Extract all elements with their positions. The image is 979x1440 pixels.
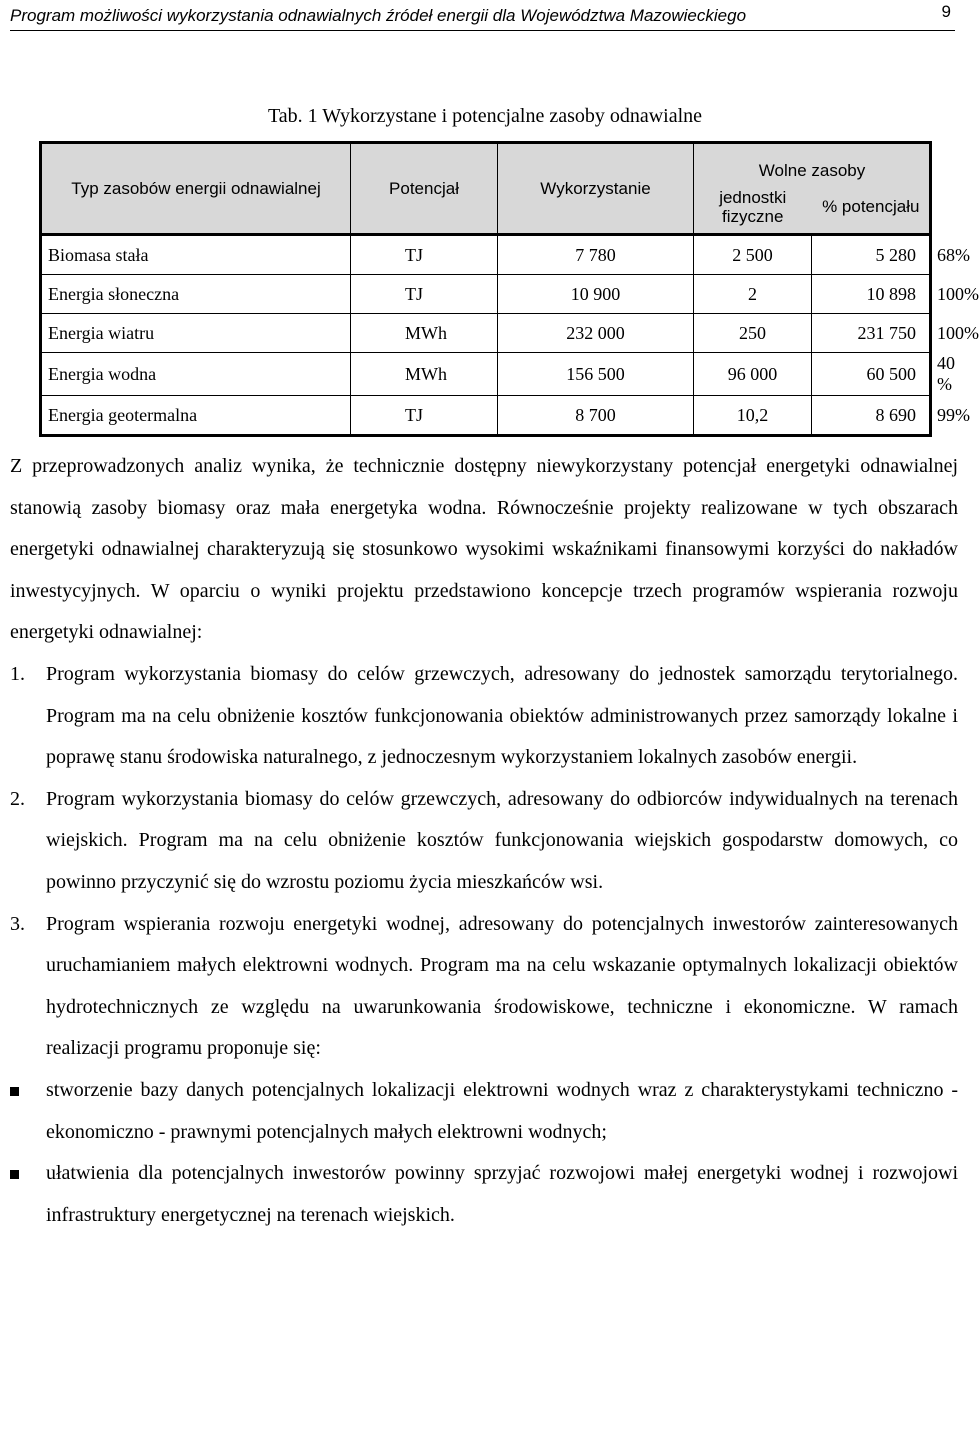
cell-unit: MWh [351, 314, 498, 353]
cell-type: Energia słoneczna [41, 275, 351, 314]
cell-used: 96 000 [694, 353, 812, 396]
cell-used: 2 500 [694, 235, 812, 275]
page-header [10, 0, 955, 31]
program-item [10, 904, 958, 1070]
table-body [41, 235, 979, 436]
header-free-physical: jednostki fizyczne [694, 180, 812, 235]
bullet-marker [10, 1153, 46, 1236]
bullet-marker [10, 1070, 46, 1153]
cell-unit: TJ [351, 396, 498, 436]
program-number: 2. [10, 787, 25, 810]
program-text: Program wykorzystania biomasy do celów grzewczych, adresowany do odbiorców indywidualnych na terenach wiejskich. Program ma na celu obniżenie kosztów funkcjonowania wiejskich gospodarstw domowych, co powinno przyczynić się do wzrostu poziomu życia mieszkańców wsi. [46, 787, 958, 893]
table-row: Biomasa stała TJ 7 780 2 500 5 280 68% [41, 235, 931, 275]
running-title: Program możliwości wykorzystania odnawialnych źródeł energii dla Województwa Mazowieckiego [10, 6, 747, 25]
program-text: Program wykorzystania biomasy do celów grzewczych, adresowany do jednostek samorządu terytorialnego. Program ma na celu obniżenie kosztów funkcjonowania obiektów administrowanych przez samorządy lokalne i poprawę stanu środowiska naturalnego, z jednoczesnym wykorzystaniem lokalnych zasobów energii. [46, 662, 958, 769]
bullet-text: ułatwienia dla potencjalnych inwestorów powinny sprzyjać rozwojowi małej energetyki wodnej i rozwojowi infrastruktury energetycznej na terenach wiejskich. [46, 1162, 958, 1226]
body-text [10, 446, 958, 1236]
cell-potential: 8 700 [498, 396, 694, 436]
cell-potential: 10 900 [498, 275, 694, 314]
cell-type: Energia wiatru [41, 314, 351, 353]
header-free-group: Wolne zasoby [694, 143, 931, 181]
table-row: Energia słoneczna TJ 10 900 2 10 898 100% [41, 275, 931, 314]
cell-used: 2 [694, 275, 812, 314]
program-item [10, 779, 958, 904]
cell-unit: TJ [351, 275, 498, 314]
header-potential: Potencjał [351, 143, 498, 235]
cell-free-physical: 10 898 [812, 275, 931, 314]
program-item [10, 654, 958, 779]
cell-potential: 232 000 [498, 314, 694, 353]
cell-used: 10,2 [694, 396, 812, 436]
page-number: 9 [941, 2, 951, 21]
square-bullet-icon [10, 1170, 19, 1179]
bullet-text: stworzenie bazy danych potencjalnych lokalizacji elektrowni wodnych wraz z charakterystykami techniczno - ekonomiczno - prawnymi potencjalnych małych elektrowni wodnych; [46, 1078, 958, 1143]
cell-type: Biomasa stała [41, 235, 351, 275]
cell-free-physical: 231 750 [812, 314, 931, 353]
program-text: Program wspierania rozwoju energetyki wodnej, adresowany do potencjalnych inwestorów zainteresowanych uruchamianiem małych elektrowni wodnych. Program ma na celu wskazanie optymalnych lokalizacji obiektów hydrotechnicznych ze względu na uwarunkowania środowiskowe, techniczne i ekonomiczne. W ramach realizacji programu proponuje się: [46, 912, 958, 1060]
header-type: Typ zasobów energii odnawialnej [41, 143, 351, 235]
table-caption: Tab. 1 Wykorzystane i potencjalne zasoby odnawialne [267, 105, 703, 127]
cell-free-physical: 60 500 [812, 353, 931, 396]
table-row: Energia wodna MWh 156 500 96 000 60 500 40 % [41, 353, 931, 396]
program-number: 1. [10, 662, 25, 685]
bullet-item [10, 1070, 958, 1153]
square-bullet-icon [10, 1087, 19, 1096]
program-number: 3. [10, 912, 25, 935]
bullet-item [10, 1153, 958, 1236]
cell-type: Energia wodna [41, 353, 351, 396]
cell-unit: TJ [351, 235, 498, 275]
intro-paragraph: Z przeprowadzonych analiz wynika, że technicznie dostępny niewykorzystany potencjał energetyki odnawialnej stanowią zasoby biomasy oraz mała energetyka wodna. Równocześnie projekty realizowane w tych obszarach energetyki odnawialnej charakteryzują się stosunkowo wysokimi wskaźnikami finansowymi korzyści do nakładów inwestycyjnych. W oparciu o wyniki projektu przedstawiono koncepcje trzech programów wspierania rozwoju energetyki odnawialnej: [10, 455, 958, 644]
cell-potential: 156 500 [498, 353, 694, 396]
table-row: Energia geotermalna TJ 8 700 10,2 8 690 99% [41, 396, 931, 436]
cell-used: 250 [694, 314, 812, 353]
header-used: Wykorzystanie [498, 143, 694, 235]
table-row: Energia wiatru MWh 232 000 250 231 750 100% [41, 314, 931, 353]
cell-free-physical: 8 690 [812, 396, 931, 436]
cell-type: Energia geotermalna [41, 396, 351, 436]
header-free-percent: % potencjału [812, 180, 931, 235]
cell-potential: 7 780 [498, 235, 694, 275]
cell-unit: MWh [351, 353, 498, 396]
cell-free-physical: 5 280 [812, 235, 931, 275]
resources-table [39, 141, 979, 437]
